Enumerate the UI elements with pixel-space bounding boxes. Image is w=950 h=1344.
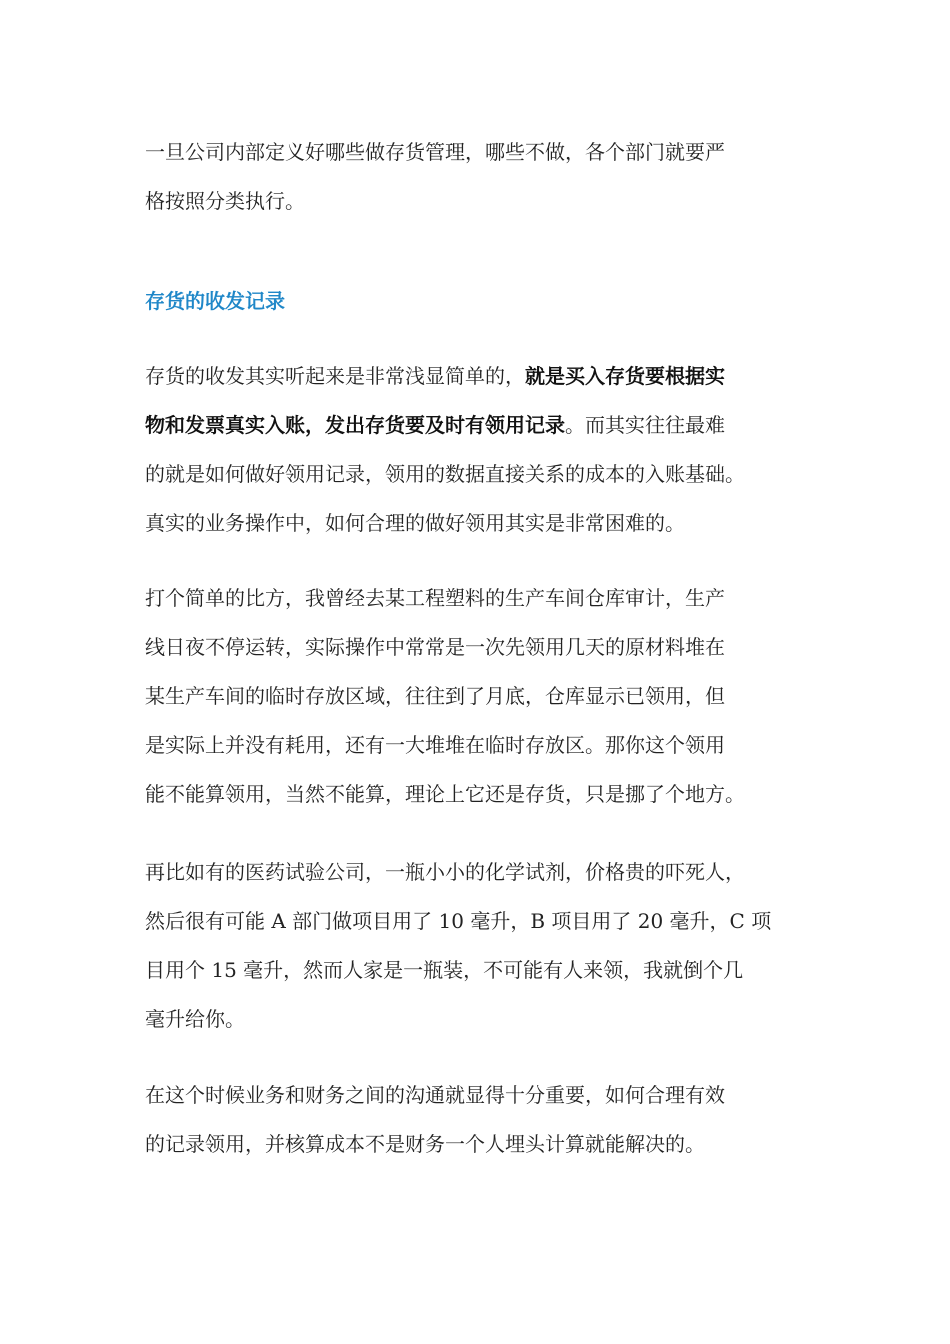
paragraph-receipt-issue [145,352,810,548]
paragraph-line: 线日夜不停运转，实际操作中常常是一次先领用几天的原材料堆在 [145,635,725,659]
paragraph-line: 真实的业务操作中，如何合理的做好领用其实是非常困难的。 [145,511,685,535]
paragraph-line [145,401,810,450]
paragraph-line: 能不能算领用，当然不能算，理论上它还是存货，只是挪了个地方。 [145,782,745,806]
paragraph-plastics-example [145,574,810,819]
paragraph-classification [145,128,810,226]
paragraph-line: 一旦公司内部定义好哪些做存货管理，哪些不做，各个部门就要严 [145,140,725,164]
paragraph-line: 目用个 15 毫升，然而人家是一瓶装，不可能有人来领，我就倒个几 [145,958,744,982]
paragraph-line: 的记录领用，并核算成本不是财务一个人埋头计算就能解决的。 [145,1132,705,1156]
paragraph-line: 的就是如何做好领用记录，领用的数据直接关系的成本的入账基础。 [145,462,745,486]
paragraph-line [145,352,810,401]
paragraph-line: 是实际上并没有耗用，还有一大堆堆在临时存放区。那你这个领用 [145,733,725,757]
paragraph-line: 打个简单的比方，我曾经去某工程塑料的生产车间仓库审计，生产 [145,586,725,610]
bold-text: 物和发票真实入账，发出存货要及时有领用记录 [145,413,565,437]
plain-text: 。而其实往往最难 [565,413,725,437]
paragraph-pharma-example [145,848,810,1044]
plain-text: 存货的收发其实听起来是非常浅显简单的， [145,364,525,388]
paragraph-communication [145,1071,810,1169]
bold-text: 就是买入存货要根据实 [525,364,725,388]
paragraph-line: 然后很有可能 A 部门做项目用了 10 毫升，B 项目用了 20 毫升，C 项 [145,909,772,933]
paragraph-line: 毫升给你。 [145,1007,245,1031]
paragraph-line: 在这个时候业务和财务之间的沟通就显得十分重要，如何合理有效 [145,1083,725,1107]
paragraph-line: 格按照分类执行。 [145,189,305,213]
paragraph-line: 再比如有的医药试验公司，一瓶小小的化学试剂，价格贵的吓死人， [145,860,745,884]
section-heading: 存货的收发记录 [145,289,285,313]
paragraph-line: 某生产车间的临时存放区域，往往到了月底，仓库显示已领用，但 [145,684,725,708]
